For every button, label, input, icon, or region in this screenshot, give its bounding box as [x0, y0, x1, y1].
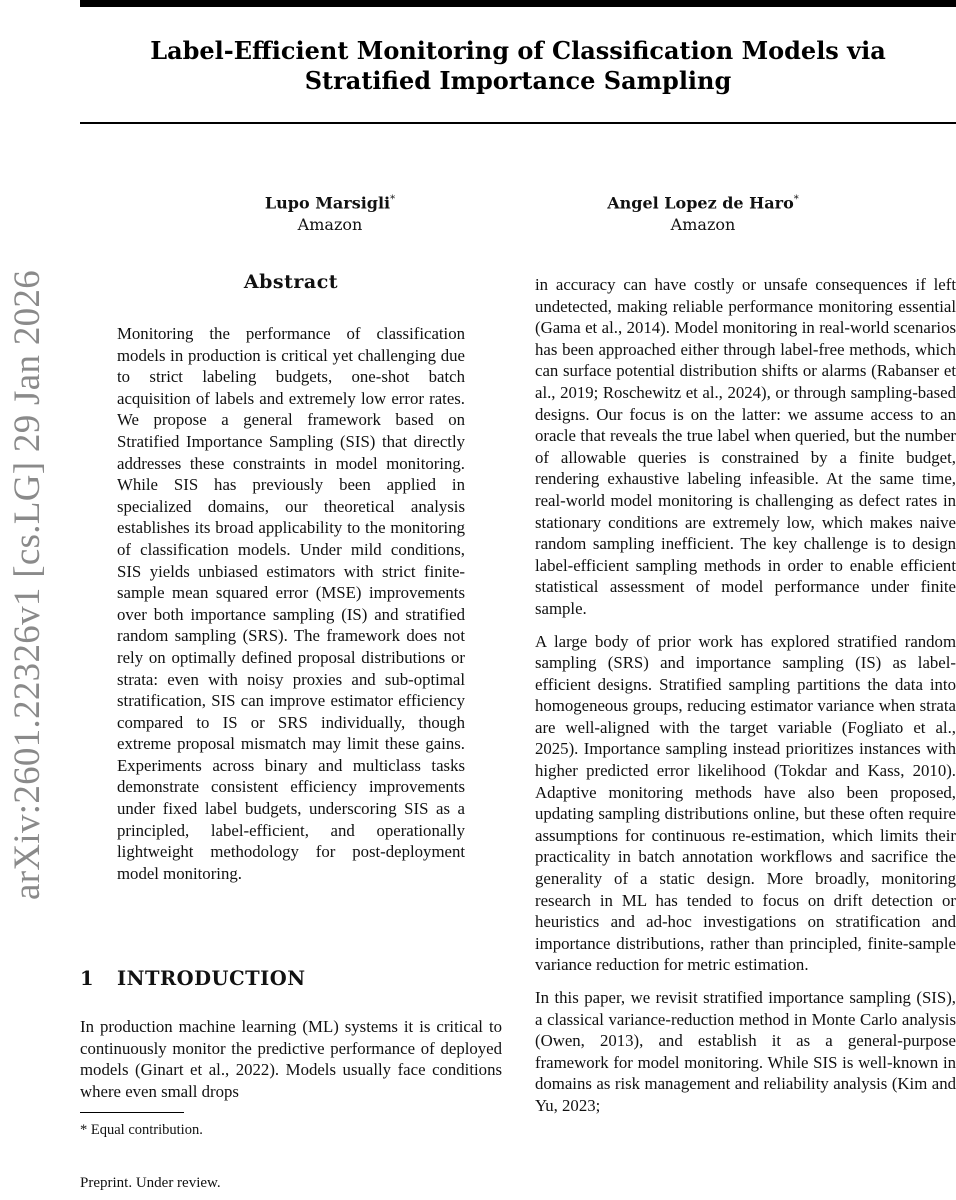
author-mark: *	[390, 194, 396, 205]
footnote-rule	[80, 1112, 184, 1113]
intro-paragraph: in accuracy can have costly or unsafe consequences if left undetected, making reliable performance monitoring essential (Gama et al., 2014). Model monitoring in real-world scenarios has been approached either through label-free methods, which can surface potential distribution shifts or alarms (Rabanser et al., 2019; Roschewitz et al., 2024), or through sampling-based designs. Our focus is on the latter: we assume access to an oracle that reveals the true label when queried, but the number of allowable queries is constrained by a finite budget, rendering exhaustive labeling infeasible. At the same time, real-world model monitoring is challenging as defect rates in stationary conditions are extremely low, which makes naive random sampling inefficient. The key challenge is to design label-efficient sampling methods in order to enable efficient statistical assessment of model performance under finite sample.	[535, 275, 956, 618]
paper-title: Label-Efficient Monitoring of Classification Models via Stratified Importance Sampling	[150, 36, 886, 95]
author-1	[230, 189, 430, 236]
top-rule	[80, 0, 956, 7]
author-2	[573, 189, 833, 236]
section-title: INTRODUCTION	[117, 967, 306, 990]
section-number: 1	[80, 967, 95, 990]
arxiv-stamp: arXiv:2601.22326v1 [cs.LG] 29 Jan 2026	[7, 269, 48, 900]
intro-paragraph-left: In production machine learning (ML) systems it is critical to continuously monitor the predictive performance of deployed models (Ginart et al., 2022). Models usually face conditions where even small drops	[80, 1017, 502, 1101]
title-rule	[80, 122, 956, 124]
abstract-text: Monitoring the performance of classification models in production is critical yet challenging due to strict labeling budgets, one-shot batch acquisition of labels and extremely low error rates. We propose a general framework based on Stratified Importance Sampling (SIS) that directly addresses these constraints in model monitoring. While SIS has previously been applied in specialized domains, our theoretical analysis establishes its broad applicability to the monitoring of classification models. Under mild conditions, SIS yields unbiased estimators with strict finite-sample mean squared error (MSE) improvements over both importance sampling (IS) and stratified random sampling (SRS). The framework does not rely on optimally defined proposal distributions or strata: even with noisy proxies and sub-optimal stratification, SIS can improve estimator efficiency compared to IS or SRS individually, though extreme proposal mismatch may limit these gains. Experiments across binary and multiclass tasks demonstrate consistent efficiency improvements under fixed label budgets, underscoring SIS as a principled, label-efficient, and operationally lightweight methodology for post-deployment model monitoring.	[117, 324, 465, 883]
preprint-notice: Preprint. Under review.	[80, 1175, 221, 1191]
author-affiliation: Amazon	[670, 215, 736, 235]
intro-paragraph: A large body of prior work has explored stratified random sampling (SRS) and importance sampling (IS) as label-efficient designs. Stratified sampling partitions the data into homogeneous groups, reducing estimator variance when strata are well-aligned with the target variable (Fogliato et al., 2025). Importance sampling instead prioritizes instances with higher predicted error likelihood (Tokdar and Kass, 2010). Adaptive monitoring methods have also been proposed, updating sampling distributions online, but these often require assumptions for continuous re-estimation, which limits their practicality in batch annotation workflows and sacrifice the generality of a static design. More broadly, monitoring research in ML has tended to focus on drift detection or heuristics and ad-hoc investigations on stratification and importance distributions, rather than principled, finite-sample variance reduction for metric estimation.	[535, 631, 956, 975]
author-affiliation: Amazon	[297, 215, 363, 235]
author-name: Angel Lopez de Haro	[607, 193, 794, 213]
abstract-heading: Abstract	[243, 271, 339, 293]
right-column	[535, 274, 956, 1117]
intro-paragraph: In this paper, we revisit stratified importance sampling (SIS), a classical variance-reduction method in Monte Carlo analysis (Owen, 2013), and establish it as a general-purpose framework for model monitoring. While SIS is well-known in domains as risk management and reliability analysis (Kim and Yu, 2023;	[535, 988, 956, 1115]
author-mark: *	[793, 194, 799, 205]
author-name: Lupo Marsigli	[264, 193, 391, 213]
footnote: * Equal contribution.	[80, 1122, 203, 1138]
section-heading	[80, 967, 500, 990]
